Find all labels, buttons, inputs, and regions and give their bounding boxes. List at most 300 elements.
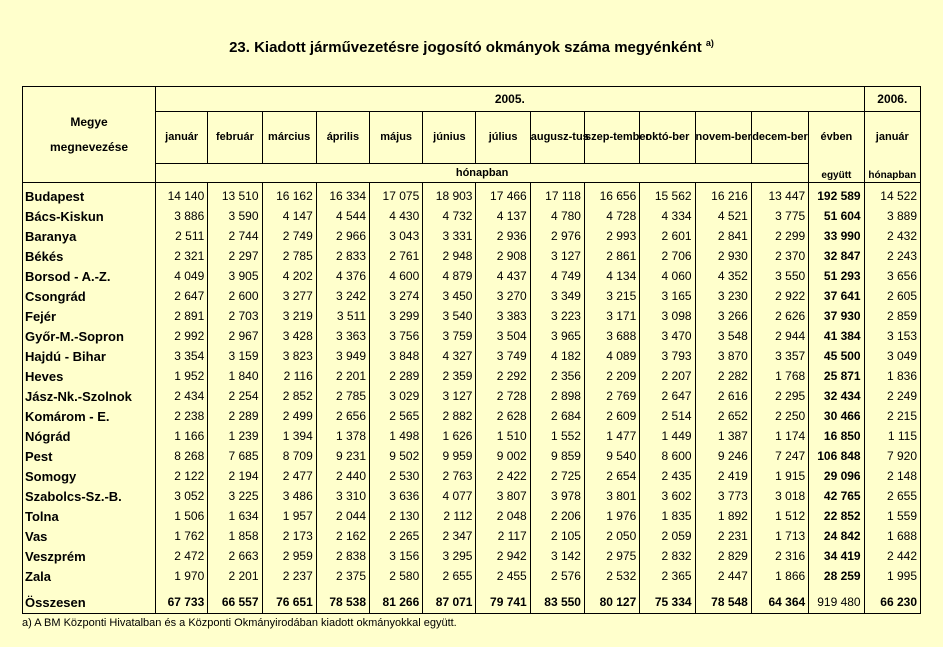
month-value: 2 576 [530, 566, 584, 586]
month-value: 1 952 [156, 366, 208, 386]
month-value: 2 238 [156, 406, 208, 426]
total-row [23, 591, 921, 614]
month-value: 64 364 [751, 591, 808, 614]
month-value: 2 316 [751, 546, 808, 566]
month-value: 1 858 [208, 526, 262, 546]
month-value: 1 378 [316, 426, 369, 446]
annual-total-value: 33 990 [809, 226, 864, 246]
month-header: június [423, 112, 476, 164]
month-value: 3 848 [370, 346, 423, 366]
month-value: 9 859 [530, 446, 584, 466]
jan-2006-value: 2 243 [864, 246, 920, 266]
county-name: Összesen [23, 591, 156, 614]
annual-total-value: 32 434 [809, 386, 864, 406]
month-value: 2 948 [423, 246, 476, 266]
month-value: 2 841 [695, 226, 751, 246]
month-value: 1 768 [751, 366, 808, 386]
month-value: 2 647 [640, 386, 695, 406]
county-name: Borsod - A.-Z. [23, 266, 156, 286]
month-value: 2 447 [695, 566, 751, 586]
month-value: 2 347 [423, 526, 476, 546]
month-value: 2 829 [695, 546, 751, 566]
jan-2006-value: 2 859 [864, 306, 920, 326]
month-value: 2 930 [695, 246, 751, 266]
annual-total-value: 51 604 [809, 206, 864, 226]
month-value: 9 002 [476, 446, 530, 466]
jan-2006-value: 1 115 [864, 426, 920, 446]
county-header: Megye megnevezése [23, 87, 156, 183]
month-value: 2 601 [640, 226, 695, 246]
month-value: 1 713 [751, 526, 808, 546]
month-value: 3 127 [530, 246, 584, 266]
month-value: 3 540 [423, 306, 476, 326]
annual-total-value: 41 384 [809, 326, 864, 346]
month-value: 3 823 [262, 346, 316, 366]
month-value: 2 626 [751, 306, 808, 326]
month-value: 78 548 [695, 591, 751, 614]
month-header: január [156, 112, 208, 164]
jan-2006-value: 2 442 [864, 546, 920, 566]
month-value: 2 975 [584, 546, 639, 566]
month-value: 1 634 [208, 506, 262, 526]
month-value: 9 502 [370, 446, 423, 466]
month-value: 2 967 [208, 326, 262, 346]
month-value: 3 127 [423, 386, 476, 406]
month-value: 3 486 [262, 486, 316, 506]
table-row [23, 506, 921, 526]
month-value: 2 472 [156, 546, 208, 566]
year-2006-header: 2006. [864, 87, 920, 112]
month-value: 3 870 [695, 346, 751, 366]
month-value: 2 050 [584, 526, 639, 546]
month-value: 2 162 [316, 526, 369, 546]
month-value: 2 832 [640, 546, 695, 566]
jan-2006-value: 2 215 [864, 406, 920, 426]
month-value: 3 949 [316, 346, 369, 366]
county-name: Jász-Nk.-Szolnok [23, 386, 156, 406]
month-value: 2 833 [316, 246, 369, 266]
month-value: 3 905 [208, 266, 262, 286]
table-row [23, 446, 921, 466]
month-value: 3 052 [156, 486, 208, 506]
month-value: 2 194 [208, 466, 262, 486]
month-value: 2 663 [208, 546, 262, 566]
county-name: Szabolcs-Sz.-B. [23, 486, 156, 506]
month-value: 8 268 [156, 446, 208, 466]
month-value: 2 206 [530, 506, 584, 526]
table-row [23, 226, 921, 246]
month-value: 3 018 [751, 486, 808, 506]
month-header: novem-ber [695, 112, 751, 164]
title-footnote-mark: a) [705, 38, 714, 48]
month-value: 2 455 [476, 566, 530, 586]
month-header: július [476, 112, 530, 164]
month-value: 2 499 [262, 406, 316, 426]
month-value: 1 394 [262, 426, 316, 446]
jan-2006-value: 2 249 [864, 386, 920, 406]
annual-total-value: 37 930 [809, 306, 864, 326]
month-value: 4 728 [584, 206, 639, 226]
month-value: 4 334 [640, 206, 695, 226]
table-row [23, 183, 921, 207]
month-value: 13 447 [751, 183, 808, 207]
county-name: Komárom - E. [23, 406, 156, 426]
jan-2006-value: 2 432 [864, 226, 920, 246]
month-value: 16 656 [584, 183, 639, 207]
month-value: 3 274 [370, 286, 423, 306]
month-value: 3 886 [156, 206, 208, 226]
month-value: 1 762 [156, 526, 208, 546]
jan-2006-header: január hónapban [864, 112, 920, 183]
month-value: 9 246 [695, 446, 751, 466]
annual-total-value: 34 419 [809, 546, 864, 566]
month-value: 3 299 [370, 306, 423, 326]
jan-2006-value: 2 655 [864, 486, 920, 506]
month-value: 2 628 [476, 406, 530, 426]
month-value: 2 434 [156, 386, 208, 406]
month-value: 2 532 [584, 566, 639, 586]
month-value: 4 134 [584, 266, 639, 286]
month-value: 2 105 [530, 526, 584, 546]
month-value: 18 903 [423, 183, 476, 207]
month-value: 2 289 [370, 366, 423, 386]
month-value: 81 266 [370, 591, 423, 614]
month-value: 2 763 [423, 466, 476, 486]
month-value: 2 265 [370, 526, 423, 546]
month-value: 3 295 [423, 546, 476, 566]
month-header: augusz-tus [530, 112, 584, 164]
month-value: 2 173 [262, 526, 316, 546]
month-value: 4 544 [316, 206, 369, 226]
month-value: 2 289 [208, 406, 262, 426]
annual-total-value: 32 847 [809, 246, 864, 266]
month-value: 2 201 [316, 366, 369, 386]
year-2005-header: 2005. [156, 87, 865, 112]
month-value: 2 706 [640, 246, 695, 266]
month-value: 1 866 [751, 566, 808, 586]
month-value: 2 936 [476, 226, 530, 246]
county-name: Pest [23, 446, 156, 466]
month-value: 9 540 [584, 446, 639, 466]
month-value: 3 354 [156, 346, 208, 366]
table-row [23, 366, 921, 386]
month-value: 4 749 [530, 266, 584, 286]
month-value: 2 908 [476, 246, 530, 266]
month-value: 3 098 [640, 306, 695, 326]
month-value: 3 688 [584, 326, 639, 346]
month-value: 1 970 [156, 566, 208, 586]
month-value: 4 182 [530, 346, 584, 366]
jan-2006-value: 3 153 [864, 326, 920, 346]
month-value: 2 282 [695, 366, 751, 386]
jan-2006-value: 66 230 [864, 591, 920, 614]
month-value: 3 215 [584, 286, 639, 306]
month-value: 1 835 [640, 506, 695, 526]
month-value: 2 684 [530, 406, 584, 426]
month-value: 2 959 [262, 546, 316, 566]
month-value: 3 511 [316, 306, 369, 326]
month-value: 4 327 [423, 346, 476, 366]
month-value: 2 207 [640, 366, 695, 386]
annual-total-value: 30 466 [809, 406, 864, 426]
month-value: 3 550 [751, 266, 808, 286]
month-value: 83 550 [530, 591, 584, 614]
month-value: 3 266 [695, 306, 751, 326]
month-value: 3 310 [316, 486, 369, 506]
month-value: 4 077 [423, 486, 476, 506]
month-value: 1 626 [423, 426, 476, 446]
jan-2006-value: 3 656 [864, 266, 920, 286]
month-value: 3 965 [530, 326, 584, 346]
month-header: április [316, 112, 369, 164]
month-value: 2 419 [695, 466, 751, 486]
table-row [23, 566, 921, 586]
table-row [23, 386, 921, 406]
annual-total-value: 22 852 [809, 506, 864, 526]
month-value: 8 709 [262, 446, 316, 466]
month-value: 2 942 [476, 546, 530, 566]
month-value: 2 530 [370, 466, 423, 486]
month-value: 2 992 [156, 326, 208, 346]
month-value: 2 231 [695, 526, 751, 546]
annual-total-value: 42 765 [809, 486, 864, 506]
month-value: 3 450 [423, 286, 476, 306]
month-value: 2 209 [584, 366, 639, 386]
month-value: 4 089 [584, 346, 639, 366]
annual-total-value: 919 480 [809, 591, 864, 614]
table-row [23, 466, 921, 486]
month-value: 4 376 [316, 266, 369, 286]
month-value: 2 838 [316, 546, 369, 566]
month-value: 1 915 [751, 466, 808, 486]
month-value: 3 357 [751, 346, 808, 366]
month-header: május [370, 112, 423, 164]
month-value: 2 514 [640, 406, 695, 426]
month-value: 75 334 [640, 591, 695, 614]
month-value: 2 359 [423, 366, 476, 386]
month-value: 1 892 [695, 506, 751, 526]
month-value: 2 375 [316, 566, 369, 586]
month-value: 3 504 [476, 326, 530, 346]
annual-total-value: 37 641 [809, 286, 864, 306]
month-value: 7 247 [751, 446, 808, 466]
jan-2006-value: 7 920 [864, 446, 920, 466]
month-value: 1 166 [156, 426, 208, 446]
month-value: 2 769 [584, 386, 639, 406]
table-row [23, 306, 921, 326]
month-value: 3 756 [370, 326, 423, 346]
county-name: Fejér [23, 306, 156, 326]
month-value: 2 976 [530, 226, 584, 246]
month-value: 3 142 [530, 546, 584, 566]
month-value: 2 237 [262, 566, 316, 586]
month-value: 4 521 [695, 206, 751, 226]
table-row [23, 406, 921, 426]
month-value: 1 840 [208, 366, 262, 386]
month-value: 2 785 [316, 386, 369, 406]
month-value: 2 966 [316, 226, 369, 246]
month-value: 2 600 [208, 286, 262, 306]
annual-total-value: 51 293 [809, 266, 864, 286]
month-value: 8 600 [640, 446, 695, 466]
month-value: 80 127 [584, 591, 639, 614]
month-value: 3 602 [640, 486, 695, 506]
month-value: 1 957 [262, 506, 316, 526]
month-value: 2 117 [476, 526, 530, 546]
month-value: 3 165 [640, 286, 695, 306]
month-value: 2 993 [584, 226, 639, 246]
month-value: 9 231 [316, 446, 369, 466]
month-value: 2 785 [262, 246, 316, 266]
month-value: 2 477 [262, 466, 316, 486]
annual-total-header: évben együtt [809, 112, 864, 183]
month-value: 2 652 [695, 406, 751, 426]
month-value: 3 793 [640, 346, 695, 366]
month-value: 4 202 [262, 266, 316, 286]
jan-2006-value: 1 688 [864, 526, 920, 546]
month-value: 3 159 [208, 346, 262, 366]
month-value: 2 422 [476, 466, 530, 486]
month-value: 2 703 [208, 306, 262, 326]
annual-total-value: 28 259 [809, 566, 864, 586]
month-value: 17 118 [530, 183, 584, 207]
month-value: 17 075 [370, 183, 423, 207]
month-value: 16 334 [316, 183, 369, 207]
month-value: 78 538 [316, 591, 369, 614]
month-value: 2 365 [640, 566, 695, 586]
month-value: 3 775 [751, 206, 808, 226]
month-value: 2 749 [262, 226, 316, 246]
month-value: 16 216 [695, 183, 751, 207]
month-value: 3 230 [695, 286, 751, 306]
month-value: 2 059 [640, 526, 695, 546]
month-value: 3 242 [316, 286, 369, 306]
month-value: 3 349 [530, 286, 584, 306]
jan-2006-value: 1 995 [864, 566, 920, 586]
county-name: Nógrád [23, 426, 156, 446]
county-name: Győr-M.-Sopron [23, 326, 156, 346]
month-value: 1 449 [640, 426, 695, 446]
month-header: októ-ber [640, 112, 695, 164]
county-name: Vas [23, 526, 156, 546]
county-name: Budapest [23, 183, 156, 207]
page-title: 23. Kiadott járművezetésre jogosító okmányok száma megyénként $^{a)}$ [229, 38, 714, 56]
month-value: 66 557 [208, 591, 262, 614]
month-value: 3 171 [584, 306, 639, 326]
month-value: 3 978 [530, 486, 584, 506]
month-value: 1 239 [208, 426, 262, 446]
month-value: 2 655 [423, 566, 476, 586]
month-value: 3 807 [476, 486, 530, 506]
month-value: 3 277 [262, 286, 316, 306]
month-value: 1 498 [370, 426, 423, 446]
county-name: Somogy [23, 466, 156, 486]
month-value: 2 250 [751, 406, 808, 426]
month-value: 1 506 [156, 506, 208, 526]
county-name: Békés [23, 246, 156, 266]
month-value: 2 356 [530, 366, 584, 386]
month-value: 4 049 [156, 266, 208, 286]
month-value: 2 130 [370, 506, 423, 526]
month-value: 3 428 [262, 326, 316, 346]
county-name: Tolna [23, 506, 156, 526]
month-value: 2 647 [156, 286, 208, 306]
table-row [23, 326, 921, 346]
county-name: Heves [23, 366, 156, 386]
table-row [23, 426, 921, 446]
month-value: 4 437 [476, 266, 530, 286]
month-value: 2 254 [208, 386, 262, 406]
month-value: 2 295 [751, 386, 808, 406]
month-value: 2 435 [640, 466, 695, 486]
table-row [23, 526, 921, 546]
month-value: 9 959 [423, 446, 476, 466]
month-value: 2 616 [695, 386, 751, 406]
month-value: 2 370 [751, 246, 808, 266]
month-value: 2 292 [476, 366, 530, 386]
table-row [23, 266, 921, 286]
month-value: 67 733 [156, 591, 208, 614]
jan-2006-value: 2 605 [864, 286, 920, 306]
month-value: 15 562 [640, 183, 695, 207]
month-value: 3 156 [370, 546, 423, 566]
month-value: 3 801 [584, 486, 639, 506]
jan-2006-value: 1 559 [864, 506, 920, 526]
month-value: 1 387 [695, 426, 751, 446]
month-value: 3 219 [262, 306, 316, 326]
month-value: 2 112 [423, 506, 476, 526]
month-value: 3 270 [476, 286, 530, 306]
month-value: 4 780 [530, 206, 584, 226]
month-value: 7 685 [208, 446, 262, 466]
month-value: 3 749 [476, 346, 530, 366]
month-value: 2 882 [423, 406, 476, 426]
jan-2006-value: 3 049 [864, 346, 920, 366]
annual-total-value: 192 589 [809, 183, 864, 207]
month-value: 3 225 [208, 486, 262, 506]
month-header: március [262, 112, 316, 164]
month-value: 1 174 [751, 426, 808, 446]
county-name: Csongrád [23, 286, 156, 306]
month-value: 3 773 [695, 486, 751, 506]
month-value: 1 510 [476, 426, 530, 446]
data-table [22, 86, 921, 614]
month-value: 2 048 [476, 506, 530, 526]
month-value: 1 552 [530, 426, 584, 446]
jan-2006-value: 1 836 [864, 366, 920, 386]
annual-total-value: 29 096 [809, 466, 864, 486]
month-value: 2 511 [156, 226, 208, 246]
month-value: 3 223 [530, 306, 584, 326]
month-value: 17 466 [476, 183, 530, 207]
month-value: 4 879 [423, 266, 476, 286]
table-row [23, 286, 921, 306]
month-value: 2 580 [370, 566, 423, 586]
month-value: 2 761 [370, 246, 423, 266]
month-value: 4 060 [640, 266, 695, 286]
month-value: 2 116 [262, 366, 316, 386]
month-value: 3 548 [695, 326, 751, 346]
month-value: 2 321 [156, 246, 208, 266]
month-value: 3 363 [316, 326, 369, 346]
month-value: 2 725 [530, 466, 584, 486]
county-name: Bács-Kiskun [23, 206, 156, 226]
month-value: 16 162 [262, 183, 316, 207]
county-name: Zala [23, 566, 156, 586]
month-header: decem-ber [751, 112, 808, 164]
month-value: 2 299 [751, 226, 808, 246]
month-value: 13 510 [208, 183, 262, 207]
